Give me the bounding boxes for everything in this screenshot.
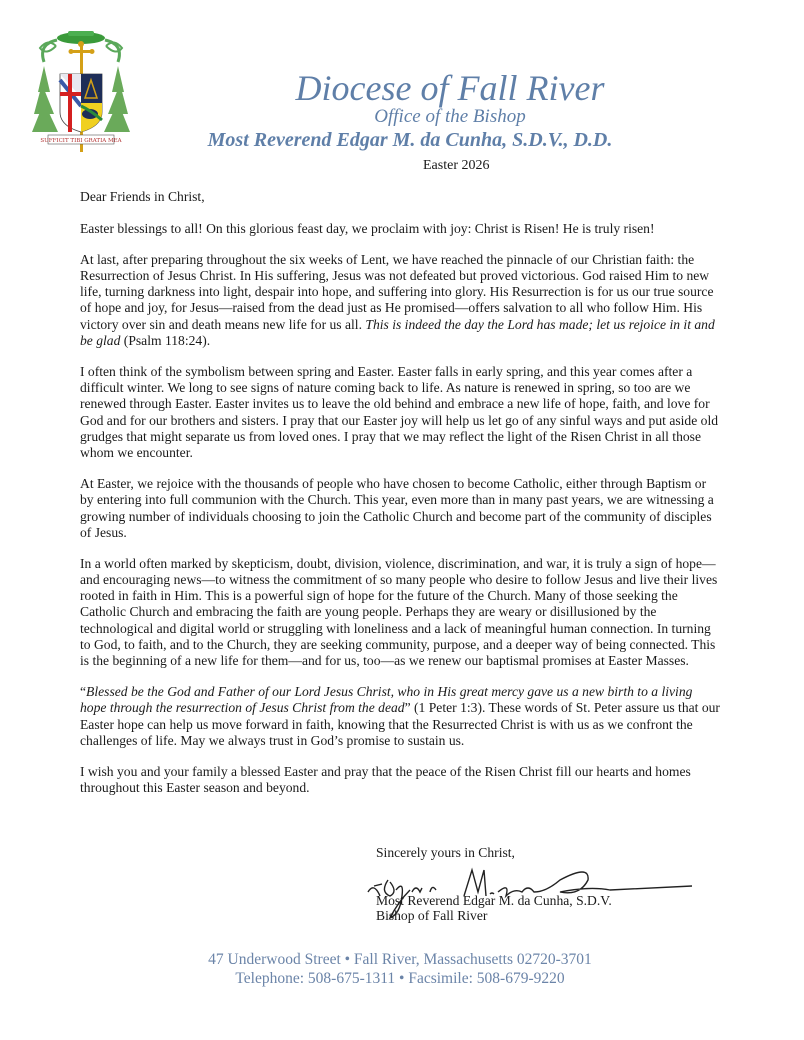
paragraph-2: At last, after preparing throughout the six weeks of Lent, we have reached the pinnacle of our Christian faith: the Resurrection of Jesus Christ. In His suffering, Jesus was not defeated but proved victorious. God raised Him to new life, turning darkness into light, despair into hope, and suffering into glory. His Resurrection is for us our true source of hope and joy, for Jesus—raised from the dead just as He promised—offers salvation to all who follow Him. His victory over sin and death means new life for us all. This is indeed the day the Lord has made; let us rejoice in it and be glad (Psalm 118:24). (80, 252, 715, 348)
paragraph-5: In a world often marked by skepticism, doubt, division, violence, discrimination, and war, it is truly a sign of hope—and encouraging news—to witness the commitment of so many people who desire to follow Jesus and live their lives rooted in faith in Him. This is a powerful sign of hope for the future of the Church. Many of those seeking the Catholic Church and embracing the faith are young people. Perhaps they are weary or disillusioned by the technological and digital world or struggling with loneliness and a lack of meaningful human connection. In turning to God, to faith, and to the Church, they are seeking community, purpose, and a deeper way of being connected. This is the beginning of a new life for them—and for us, too—as we renew our baptismal promises at Easter Masses. (80, 556, 718, 668)
coat-of-arms-icon (26, 22, 136, 154)
footer (150, 950, 650, 988)
footer-address: 47 Underwood Street • Fall River, Massachusetts 02720-3701 (208, 951, 592, 968)
paragraph-6: “Blessed be the God and Father of our Lord Jesus Christ, who in His great mercy gave us a new birth to a living hope through the resurrection of Jesus Christ from the dead” (1 Peter 1:3). These words of St. Peter assure us that our Easter hope can help us move forward in faith, knowing that the Resurrected Christ is with us as we confront the challenges of life. May we always trust in God’s promise to sustain us. (80, 684, 720, 748)
valediction: Sincerely yours in Christ, (376, 845, 515, 860)
paragraph-3: I often think of the symbolism between spring and Easter. Easter falls in early spring, and this year comes after a difficult winter. We long to see signs of nature coming back to life. As nature is renewed in spring, so too are we renewed through Easter. Easter invites us to leave the old behind and embrace a new life of hope, faith, and love for God and for our brothers and sisters. I pray that our Easter joy will help us let go of any sinful ways and put aside old grudges that might separate us from loved ones. I pray that we may reflect the light of the Risen Christ in all those whom we encounter. (80, 364, 719, 460)
letterhead (200, 70, 640, 152)
salutation: Dear Friends in Christ, (80, 189, 205, 204)
diocese-title: Diocese of Fall River (295, 68, 605, 108)
paragraph-4: At Easter, we rejoice with the thousands of people who have chosen to become Catholic, either through Baptism or by entering into full communion with the Church. This year, even more than in many past years, we are witnessing a growing number of individuals choosing to join the Catholic Church and become part of the community of disciples of Jesus. (80, 476, 714, 540)
peter-quote: Blessed be the God and Father of our Lord Jesus Christ, who in His great mercy gave us a new birth to a living hope through the resurrection of Jesus Christ from the dead (80, 684, 693, 716)
psalm-quote: This is indeed the day the Lord has made; let us rejoice in it and be glad (80, 316, 715, 348)
motto: SUFFICIT TIBI GRATIA MEA (40, 138, 122, 144)
paragraph-1: Easter blessings to all! On this glorious feast day, we proclaim with joy: Christ is Risen! He is truly risen! (80, 220, 655, 236)
signatory-title: Bishop of Fall River (376, 908, 488, 923)
footer-phones: Telephone: 508-675-1311 • Facsimile: 508-679-9220 (235, 970, 565, 987)
paragraph-7: I wish you and your family a blessed Easter and pray that the peace of the Risen Christ fill our hearts and homes throughout this Easter season and beyond. (80, 764, 691, 796)
letter-date: Easter 2026 (423, 158, 490, 173)
bishop-name-header: Most Reverend Edgar M. da Cunha, S.D.V., D.D. (207, 129, 613, 151)
office-subtitle: Office of the Bishop (374, 106, 526, 127)
letter-body (80, 189, 720, 812)
signatory-name: Most Reverend Edgar M. da Cunha, S.D.V. (376, 893, 612, 908)
